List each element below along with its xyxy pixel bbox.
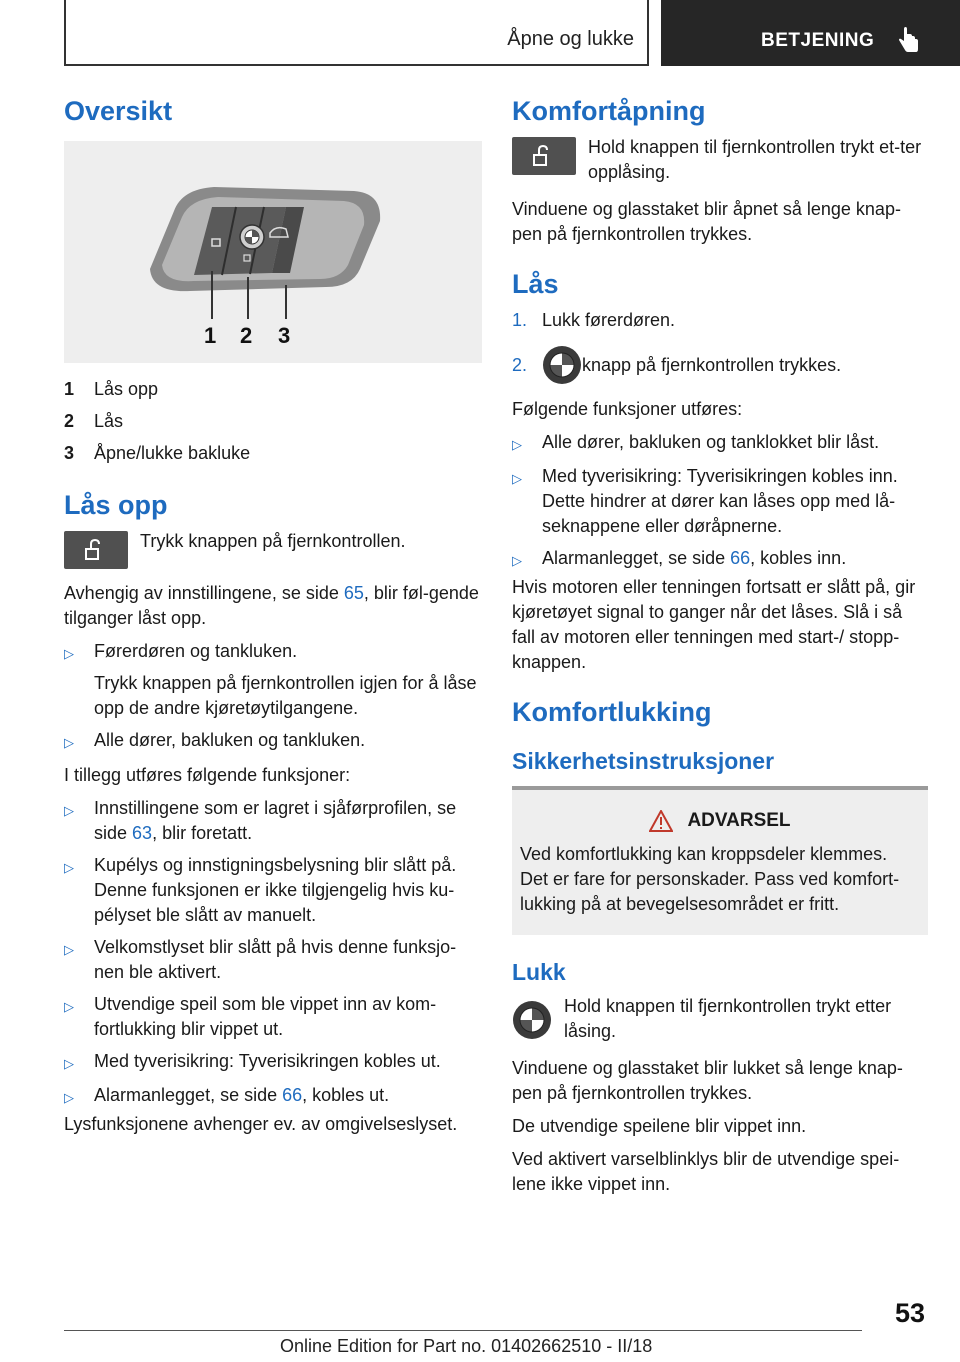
comfort-open-instruction-text: Hold knappen til fjernkontrollen trykt et-ter opplåsing.: [588, 137, 922, 183]
additional-functions-paragraph: I tillegg utføres følgende funksjoner:: [64, 765, 351, 786]
triangle-bullet-icon: ▷: [512, 553, 522, 569]
page-header: [0, 0, 960, 66]
triangle-bullet-icon: ▷: [64, 1056, 74, 1072]
unlock-heading: Lås opp: [64, 490, 168, 521]
light-functions-paragraph: Lysfunksjonene avhenger ev. av omgivelseslyset.: [64, 1114, 458, 1135]
header-chapter-title: BETJENING: [761, 30, 875, 51]
legend-number: 2: [64, 411, 75, 432]
text-span: Alarmanlegget, se side: [94, 1085, 283, 1106]
list-item-text: Førerdøren og tankluken.: [94, 641, 298, 662]
step-text: knapp på fjernkontrollen trykkes.: [582, 354, 842, 375]
footer-divider: [64, 1330, 862, 1331]
legend-item: [64, 377, 482, 402]
triangle-bullet-icon: ▷: [64, 735, 74, 751]
list-item-text: Med tyverisikring: Tyverisikringen kobles ut.: [94, 1051, 441, 1072]
text-span: Alarmanlegget, se side: [542, 548, 731, 569]
list-item: [64, 639, 482, 721]
unlock-instruction: [64, 529, 482, 569]
close-paragraph-3: Ved aktivert varselblinklys blir de utvendige spei-lene ikke vippet inn.: [512, 1149, 900, 1195]
triangle-bullet-icon: ▷: [64, 1090, 74, 1106]
legend-number: 1: [64, 379, 75, 400]
list-item: [512, 546, 928, 573]
close-paragraph-1: Vinduene og glasstaket blir lukket så lenge knap-pen på fjernkontrollen trykkes.: [512, 1058, 903, 1104]
list-item-text: Med tyverisikring: Tyverisikringen kobles inn. Dette hindrer at dører kan låses opp med lå-seknappene eller døråpnerne.: [542, 466, 898, 537]
triangle-bullet-icon: ▷: [64, 803, 74, 819]
list-item: [64, 728, 482, 755]
close-instruction-text: Hold knappen til fjernkontrollen trykt etter låsing.: [564, 996, 892, 1042]
step-number: 1.: [512, 310, 528, 331]
figure-label-1: 1: [204, 323, 217, 349]
warning-text: Ved komfortlukking kan kroppsdeler klemmes. Det er fare for personskader. Pass ved komfort-lukking på at bevegelsesområdet er fritt.: [520, 843, 900, 914]
bmw-logo-icon: [542, 345, 582, 385]
step-item: [512, 308, 928, 333]
page-link-63[interactable]: 63: [132, 823, 153, 844]
right-column: [512, 96, 928, 1205]
footer-edition: Online Edition for Part no. 01402662510 - II/18: [280, 1336, 653, 1356]
triangle-bullet-icon: ▷: [64, 999, 74, 1015]
close-heading: Lukk: [512, 958, 566, 985]
lock-heading: Lås: [512, 269, 559, 300]
bmw-logo-icon: [512, 1000, 552, 1040]
comfort-open-instruction: [512, 135, 928, 185]
overview-heading: Oversikt: [64, 96, 173, 126]
unlock-button-icon: [512, 137, 576, 175]
left-column: [64, 96, 482, 1145]
list-item-text: [94, 1083, 389, 1110]
close-instruction: [512, 994, 928, 1044]
text-span: , kobles ut.: [302, 1085, 390, 1106]
legend-number: 3: [64, 443, 75, 464]
list-item: [64, 796, 482, 846]
list-item-text: Velkomstlyset blir slått på hvis denne funksjo-nen ble aktivert.: [94, 937, 457, 983]
unlock-access-list: [64, 639, 482, 755]
key-fob-figure: [64, 141, 482, 363]
triangle-bullet-icon: ▷: [64, 942, 74, 958]
list-item-text: Alle dører, bakluken og tanklokket blir låst.: [542, 432, 880, 453]
warning-triangle-icon: [649, 810, 673, 832]
pointing-hand-icon: [898, 27, 920, 53]
page-link-65[interactable]: 65: [343, 583, 364, 604]
warning-title: [520, 810, 920, 832]
additional-functions-list: [64, 796, 482, 1110]
lock-functions-paragraph: Følgende funksjoner utføres:: [512, 399, 743, 420]
triangle-bullet-icon: ▷: [64, 860, 74, 876]
list-item: [64, 1049, 482, 1076]
legend-text: Lås: [94, 411, 124, 432]
legend-text: Åpne/lukke bakluke: [94, 443, 251, 464]
safety-heading: Sikkerhetsinstruksjoner: [512, 748, 775, 775]
list-item-text: [94, 796, 482, 846]
list-item-text: Kupélys og innstigningsbelysning blir slått på. Denne funksjonen er ikke tilgjengelig hvis ku-pélyset ble slått av manuelt.: [94, 855, 457, 926]
list-item-text: [542, 546, 846, 573]
text-span: , kobles inn.: [750, 548, 847, 569]
legend-text: Lås opp: [94, 379, 159, 400]
warning-box: [512, 786, 928, 935]
step-text: Lukk førerdøren.: [542, 310, 676, 331]
warning-title-text: ADVARSEL: [687, 809, 791, 831]
list-item: [64, 935, 482, 985]
list-item: [64, 853, 482, 928]
figure-label-2: 2: [240, 323, 253, 349]
text-span: , blir foretatt.: [152, 823, 253, 844]
list-item-text: Alle dører, bakluken og tankluken.: [94, 730, 366, 751]
list-item-body: [94, 639, 482, 721]
page-link-66[interactable]: 66: [282, 1085, 303, 1106]
lock-steps: [512, 308, 928, 385]
header-chapter-tab: [661, 0, 960, 66]
lock-functions-list: [512, 430, 928, 573]
unlock-button-icon: [64, 531, 128, 569]
comfort-open-heading: Komfortåpning: [512, 96, 706, 126]
figure-legend: [64, 377, 482, 466]
figure-label-3: 3: [278, 323, 291, 349]
header-section-title: Åpne og lukke: [507, 28, 634, 50]
legend-item: [64, 409, 482, 434]
triangle-bullet-icon: ▷: [512, 471, 522, 487]
list-item-text: Utvendige speil som ble vippet inn av kom-fortlukking blir vippet ut.: [94, 994, 437, 1040]
page-link-66[interactable]: 66: [730, 548, 751, 569]
comfort-close-heading: Komfortlukking: [512, 697, 712, 728]
step-number: 2.: [512, 354, 528, 375]
unlock-instruction-text: Trykk knappen på fjernkontrollen.: [140, 531, 406, 552]
triangle-bullet-icon: ▷: [512, 437, 522, 453]
list-item-subtext: Trykk knappen på fjernkontrollen igjen for å låse opp de andre kjøretøytilgangene.: [94, 673, 477, 719]
list-item: [64, 992, 482, 1042]
close-paragraph-2: De utvendige speilene blir vippet inn.: [512, 1116, 807, 1137]
list-item: [512, 430, 928, 457]
text-span: Innstillingene som er lagret i sjåførprofilen, se side: [94, 798, 457, 844]
comfort-open-paragraph: Vinduene og glasstaket blir åpnet så lenge knap-pen på fjernkontrollen trykkes.: [512, 199, 901, 245]
lock-signal-paragraph: Hvis motoren eller tenningen fortsatt er slått på, gir kjøretøyet signal to ganger når det låses. Slå i så fall av motoren eller tenningen med start-/ stopp-knappen.: [512, 577, 916, 673]
legend-item: [64, 441, 482, 466]
triangle-bullet-icon: ▷: [64, 646, 74, 662]
text-span: Avhengig av innstillingene, se side: [64, 583, 344, 604]
list-item: [512, 464, 928, 539]
step-item: [512, 345, 928, 385]
text-span: , blir føl-gende tilganger låst opp.: [64, 583, 479, 629]
key-fob-illustration: [64, 141, 482, 363]
list-item: [64, 1083, 482, 1110]
page-number: 53: [895, 1298, 926, 1328]
unlock-paragraph: [64, 581, 482, 631]
